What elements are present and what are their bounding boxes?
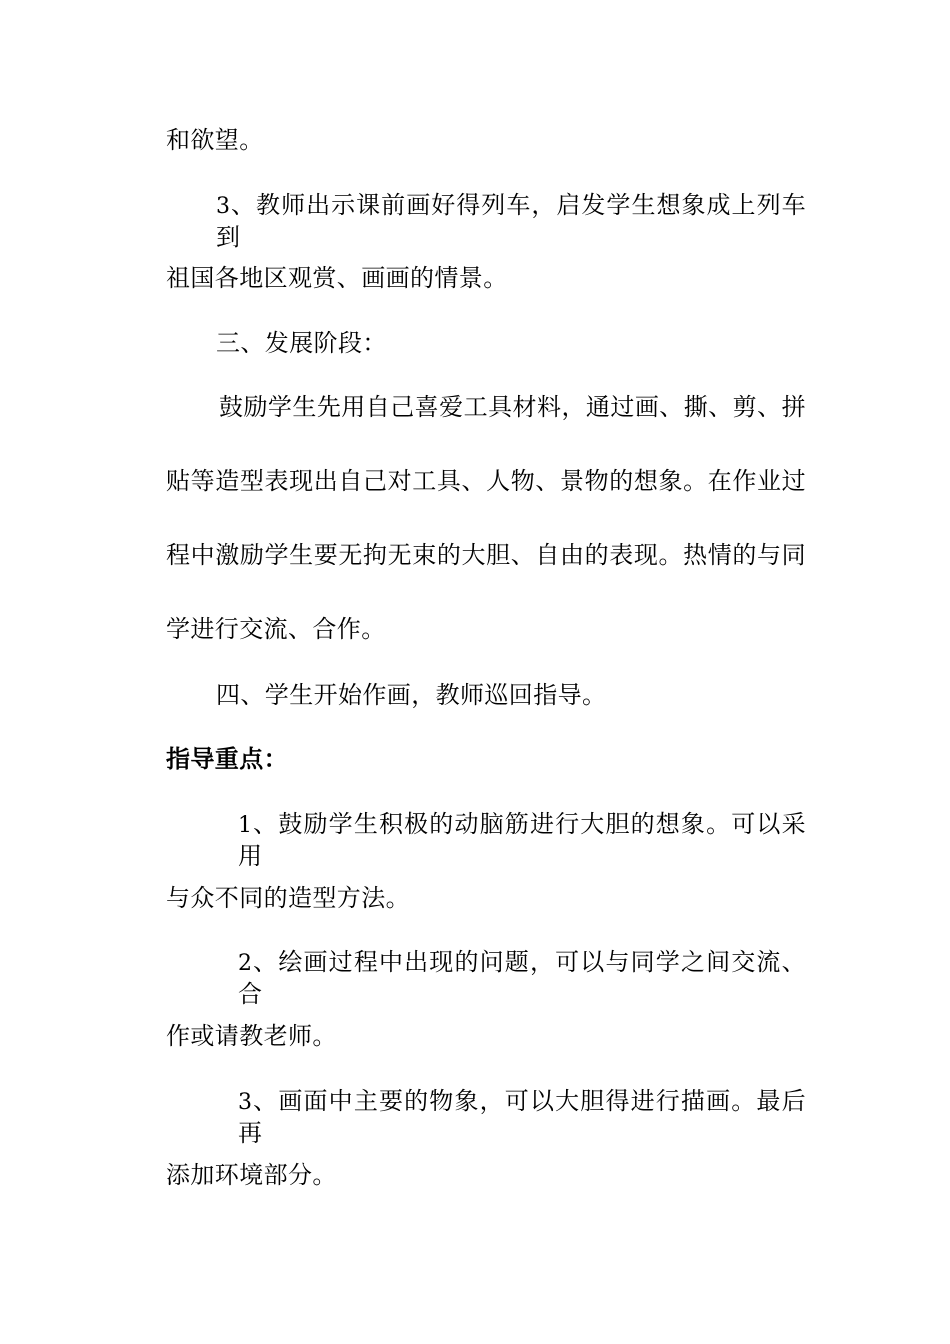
line-text: 和欲望。 — [166, 126, 264, 154]
paragraph-line — [219, 392, 806, 422]
line-text: 作或请教老师。 — [166, 1022, 337, 1050]
list-item-1-line — [238, 809, 806, 871]
line-text: 学进行交流、合作。 — [166, 615, 386, 643]
paragraph-line — [166, 1160, 806, 1190]
line-text: 程中激励学生要无拘无束的大胆、自由的表现。热情的与同 — [166, 541, 806, 569]
paragraph-line — [166, 1021, 806, 1051]
section-heading — [216, 328, 856, 358]
paragraph-line — [166, 125, 806, 155]
list-item-3-line — [216, 190, 806, 252]
paragraph-line — [166, 883, 806, 913]
line-text: 贴等造型表现出自己对工具、人物、景物的想象。在作业过 — [166, 467, 806, 495]
subsection-heading — [166, 744, 806, 774]
list-item-3-line — [238, 1086, 806, 1148]
item-number: 1 — [238, 813, 253, 838]
item-number: 3 — [238, 1090, 253, 1115]
line-text: 、绘画过程中出现的问题，可以与同学之间交流、合 — [238, 948, 806, 1008]
line-text: 添加环境部分。 — [166, 1161, 337, 1189]
line-text: 指导重点： — [166, 745, 288, 773]
line-text: 、教师出示课前画好得列车，启发学生想象成上列车到 — [216, 191, 806, 251]
section-heading — [216, 680, 856, 710]
item-number: 2 — [238, 951, 253, 976]
line-text: 四、学生开始作画，教师巡回指导。 — [216, 681, 607, 709]
line-text: 、画面中主要的物象，可以大胆得进行描画。最后再 — [238, 1087, 806, 1147]
line-text: 鼓励学生先用自己喜爱工具材料，通过画、撕、剪、拼 — [219, 393, 806, 421]
paragraph-line — [166, 614, 806, 644]
list-item-2-line — [238, 947, 806, 1009]
paragraph-line — [166, 466, 806, 496]
line-text: 、鼓励学生积极的动脑筋进行大胆的想象。可以采用 — [238, 810, 806, 870]
line-text: 三、发展阶段： — [216, 329, 387, 357]
paragraph-line — [166, 263, 806, 293]
line-text: 与众不同的造型方法。 — [166, 884, 410, 912]
item-number: 3 — [216, 194, 231, 219]
paragraph-line — [166, 540, 806, 570]
line-text: 祖国各地区观赏、画画的情景。 — [166, 264, 508, 292]
